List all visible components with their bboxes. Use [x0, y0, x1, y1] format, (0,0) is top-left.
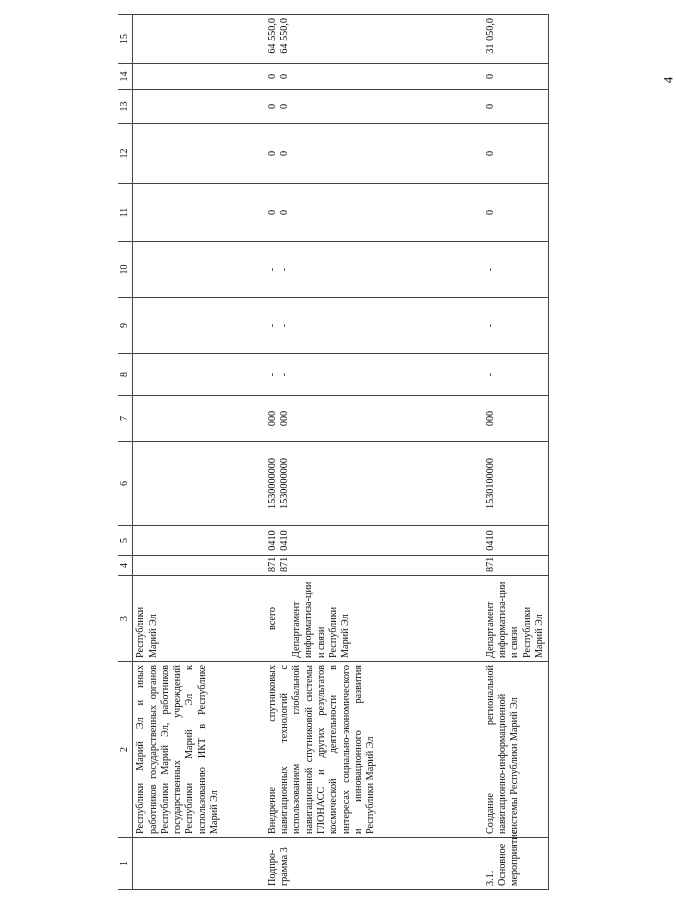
row2-col11: 0 — [483, 184, 549, 242]
col-header-10: 10 — [118, 242, 133, 298]
header-row — [118, 15, 133, 890]
col-header-11: 11 — [118, 184, 133, 242]
col-header-15: 15 — [118, 15, 133, 64]
row0-col5 — [133, 526, 265, 556]
col-header-1: 1 — [118, 838, 133, 890]
col-header-13: 13 — [118, 90, 133, 124]
row2-col9: - — [483, 298, 549, 354]
col-header-4: 4 — [118, 556, 133, 576]
row2-col13: 0 — [483, 90, 549, 124]
row0-col2: Республики Марий Эл и иных работников государственных органов Республики Марий Эл, работников государственных учреждений Республики Марий Эл к использованию ИКТ в Республике Марий Эл — [133, 662, 265, 838]
row0-col7 — [133, 396, 265, 442]
row0-col1 — [133, 838, 265, 890]
col-header-12: 12 — [118, 124, 133, 184]
row1-col9: - - — [265, 298, 483, 354]
col-header-6: 6 — [118, 442, 133, 526]
row2-col14: 0 — [483, 64, 549, 90]
row1-col8: - - — [265, 354, 483, 396]
row0-col6 — [133, 442, 265, 526]
row0-col9 — [133, 298, 265, 354]
table-row — [483, 15, 549, 890]
row2-col1: 3.1. Основное мероприятие — [483, 838, 549, 890]
row1-col3 — [265, 576, 483, 662]
row1-col6: 1530000000 1530000000 — [265, 442, 483, 526]
row1-col12: 0 0 — [265, 124, 483, 184]
row1-col13: 0 0 — [265, 90, 483, 124]
col-header-8: 8 — [118, 354, 133, 396]
row2-col12: 0 — [483, 124, 549, 184]
row0-col12 — [133, 124, 265, 184]
row0-col10 — [133, 242, 265, 298]
row0-col15 — [133, 15, 265, 64]
row1-col14: 0 0 — [265, 64, 483, 90]
row2-col2: Создание региональной навигационно-информационной системы Республики Марий Эл — [483, 662, 549, 838]
row1-col3-dept: Департамент информатиза-ции и связи Республики Марий Эл — [291, 581, 352, 658]
row2-col15: 31 050,0 — [483, 15, 549, 64]
page-number: 4 — [660, 76, 676, 84]
row2-col4: 871 — [483, 556, 549, 576]
table-row — [133, 15, 265, 890]
col-header-7: 7 — [118, 396, 133, 442]
row2-col8: - — [483, 354, 549, 396]
row2-col10: - — [483, 242, 549, 298]
row0-col11 — [133, 184, 265, 242]
row1-col2: Внедрение спутниковых навигационных технологий с использованием глобальной навигационной спутниковой системы ГЛОНАСС и других результатов космической деятельности в интересах социально-экономического и инновационного развития Республики Марий Эл — [265, 662, 483, 838]
row2-col7: 000 — [483, 396, 549, 442]
row1-col5: 0410 0410 — [265, 526, 483, 556]
row0-col13 — [133, 90, 265, 124]
row0-col4 — [133, 556, 265, 576]
rotated-table-page — [118, 15, 545, 890]
row1-col4: 871 871 — [265, 556, 483, 576]
row1-col7: 000 000 — [265, 396, 483, 442]
row0-col8 — [133, 354, 265, 396]
row2-col6: 1530100000 — [483, 442, 549, 526]
col-header-9: 9 — [118, 298, 133, 354]
row1-col3-total: всего — [266, 607, 278, 630]
col-header-2: 2 — [118, 662, 133, 838]
row1-col1: Подпро-грамма 3 — [265, 838, 483, 890]
row1-col15: 64 550,0 64 550,0 — [265, 15, 483, 64]
col-header-14: 14 — [118, 64, 133, 90]
col-header-5: 5 — [118, 526, 133, 556]
table-row — [265, 15, 483, 890]
row2-col5: 0410 — [483, 526, 549, 556]
row1-col11: 0 0 — [265, 184, 483, 242]
budget-table — [118, 14, 549, 890]
col-header-3: 3 — [118, 576, 133, 662]
row0-col3: Республики Марий Эл — [133, 576, 265, 662]
row1-col10: - - — [265, 242, 483, 298]
row0-col14 — [133, 64, 265, 90]
row2-col3: Департамент информатиза-ции и связи Республики Марий Эл — [483, 576, 549, 662]
